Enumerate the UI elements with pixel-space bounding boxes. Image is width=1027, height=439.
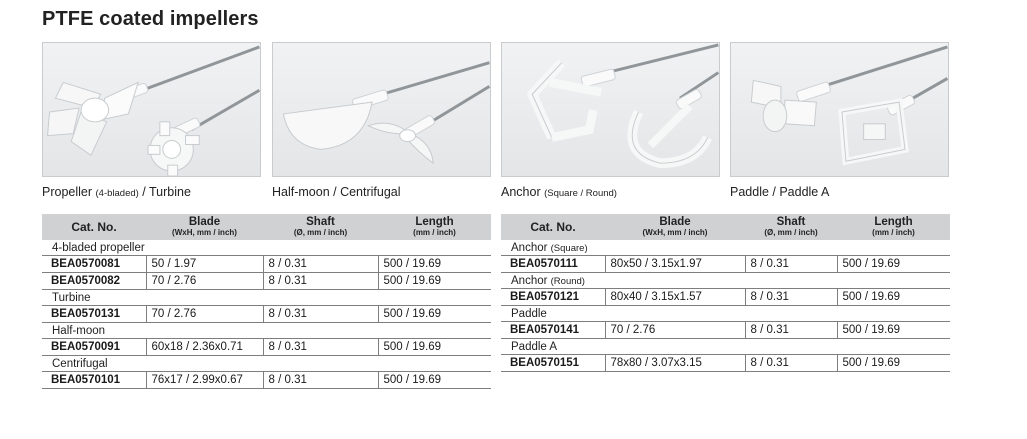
header-blade: Blade (WxH, mm / inch) [146, 214, 263, 240]
blade-cell: 60x18 / 2.36x0.71 [146, 339, 263, 356]
propeller-turbine-image [43, 43, 260, 176]
anchor-image [502, 43, 719, 176]
shaft-cell: 8 / 0.31 [745, 256, 837, 273]
header-shaft: Shaft (Ø, mm / inch) [263, 214, 378, 240]
right-spec-table [501, 214, 950, 372]
header-cat-no: Cat. No. [501, 214, 605, 240]
halfmoon-centrifugal-image [273, 43, 490, 176]
table-row [501, 256, 950, 273]
table-row [501, 289, 950, 306]
group-row: 4-bladed propeller [42, 240, 491, 256]
length-cell: 500 / 19.69 [378, 339, 491, 356]
length-cell: 500 / 19.69 [378, 372, 491, 389]
cat-no-cell: BEA0570131 [42, 306, 146, 323]
cat-no-cell: BEA0570081 [42, 256, 146, 273]
blade-cell: 50 / 1.97 [146, 256, 263, 273]
caption-paddle: Paddle / Paddle A [730, 185, 830, 199]
group-row: Centrifugal [42, 356, 491, 372]
shaft-cell: 8 / 0.31 [263, 339, 378, 356]
table-row [42, 339, 491, 356]
blade-cell: 80x50 / 3.15x1.97 [605, 256, 745, 273]
photo-halfmoon-centrifugal [272, 42, 491, 177]
cat-no-cell: BEA0570151 [501, 355, 605, 372]
blade-cell: 76x17 / 2.99x0.67 [146, 372, 263, 389]
table-row [42, 306, 491, 323]
paddle-image [731, 43, 948, 176]
length-cell: 500 / 19.69 [378, 306, 491, 323]
header-blade: Blade (WxH, mm / inch) [605, 214, 745, 240]
table-row [42, 256, 491, 273]
table-row [42, 273, 491, 290]
length-cell: 500 / 19.69 [837, 322, 950, 339]
length-cell: 500 / 19.69 [837, 256, 950, 273]
shaft-cell: 8 / 0.31 [263, 273, 378, 290]
table-row [42, 372, 491, 389]
cat-no-cell: BEA0570141 [501, 322, 605, 339]
length-cell: 500 / 19.69 [378, 273, 491, 290]
photo-propeller-turbine [42, 42, 261, 177]
photo-anchor [501, 42, 720, 177]
cat-no-cell: BEA0570101 [42, 372, 146, 389]
header-cat-no: Cat. No. [42, 214, 146, 240]
group-row: Anchor (Square) [501, 240, 950, 256]
group-row: Half-moon [42, 323, 491, 339]
blade-cell: 70 / 2.76 [146, 306, 263, 323]
caption-anchor: Anchor (Square / Round) [501, 185, 617, 199]
left-spec-table [42, 214, 491, 389]
caption-propeller-turbine: Propeller (4-bladed) / Turbine [42, 185, 191, 199]
table-row [501, 322, 950, 339]
header-length: Length (mm / inch) [837, 214, 950, 240]
blade-cell: 70 / 2.76 [146, 273, 263, 290]
table-row [501, 355, 950, 372]
header-length: Length (mm / inch) [378, 214, 491, 240]
group-row: Anchor (Round) [501, 273, 950, 289]
blade-cell: 70 / 2.76 [605, 322, 745, 339]
cat-no-cell: BEA0570111 [501, 256, 605, 273]
blade-cell: 78x80 / 3.07x3.15 [605, 355, 745, 372]
right-table-header [501, 214, 950, 240]
length-cell: 500 / 19.69 [378, 256, 491, 273]
left-table-header [42, 214, 491, 240]
shaft-cell: 8 / 0.31 [745, 322, 837, 339]
photo-paddle [730, 42, 949, 177]
cat-no-cell: BEA0570091 [42, 339, 146, 356]
length-cell: 500 / 19.69 [837, 355, 950, 372]
caption-halfmoon-centrifugal: Half-moon / Centrifugal [272, 185, 401, 199]
shaft-cell: 8 / 0.31 [263, 372, 378, 389]
cat-no-cell: BEA0570121 [501, 289, 605, 306]
group-row: Turbine [42, 290, 491, 306]
page-title: PTFE coated impellers [42, 8, 259, 30]
shaft-cell: 8 / 0.31 [745, 289, 837, 306]
shaft-cell: 8 / 0.31 [745, 355, 837, 372]
blade-cell: 80x40 / 3.15x1.57 [605, 289, 745, 306]
header-shaft: Shaft (Ø, mm / inch) [745, 214, 837, 240]
group-row: Paddle [501, 306, 950, 322]
shaft-cell: 8 / 0.31 [263, 256, 378, 273]
shaft-cell: 8 / 0.31 [263, 306, 378, 323]
cat-no-cell: BEA0570082 [42, 273, 146, 290]
length-cell: 500 / 19.69 [837, 289, 950, 306]
group-row: Paddle A [501, 339, 950, 355]
